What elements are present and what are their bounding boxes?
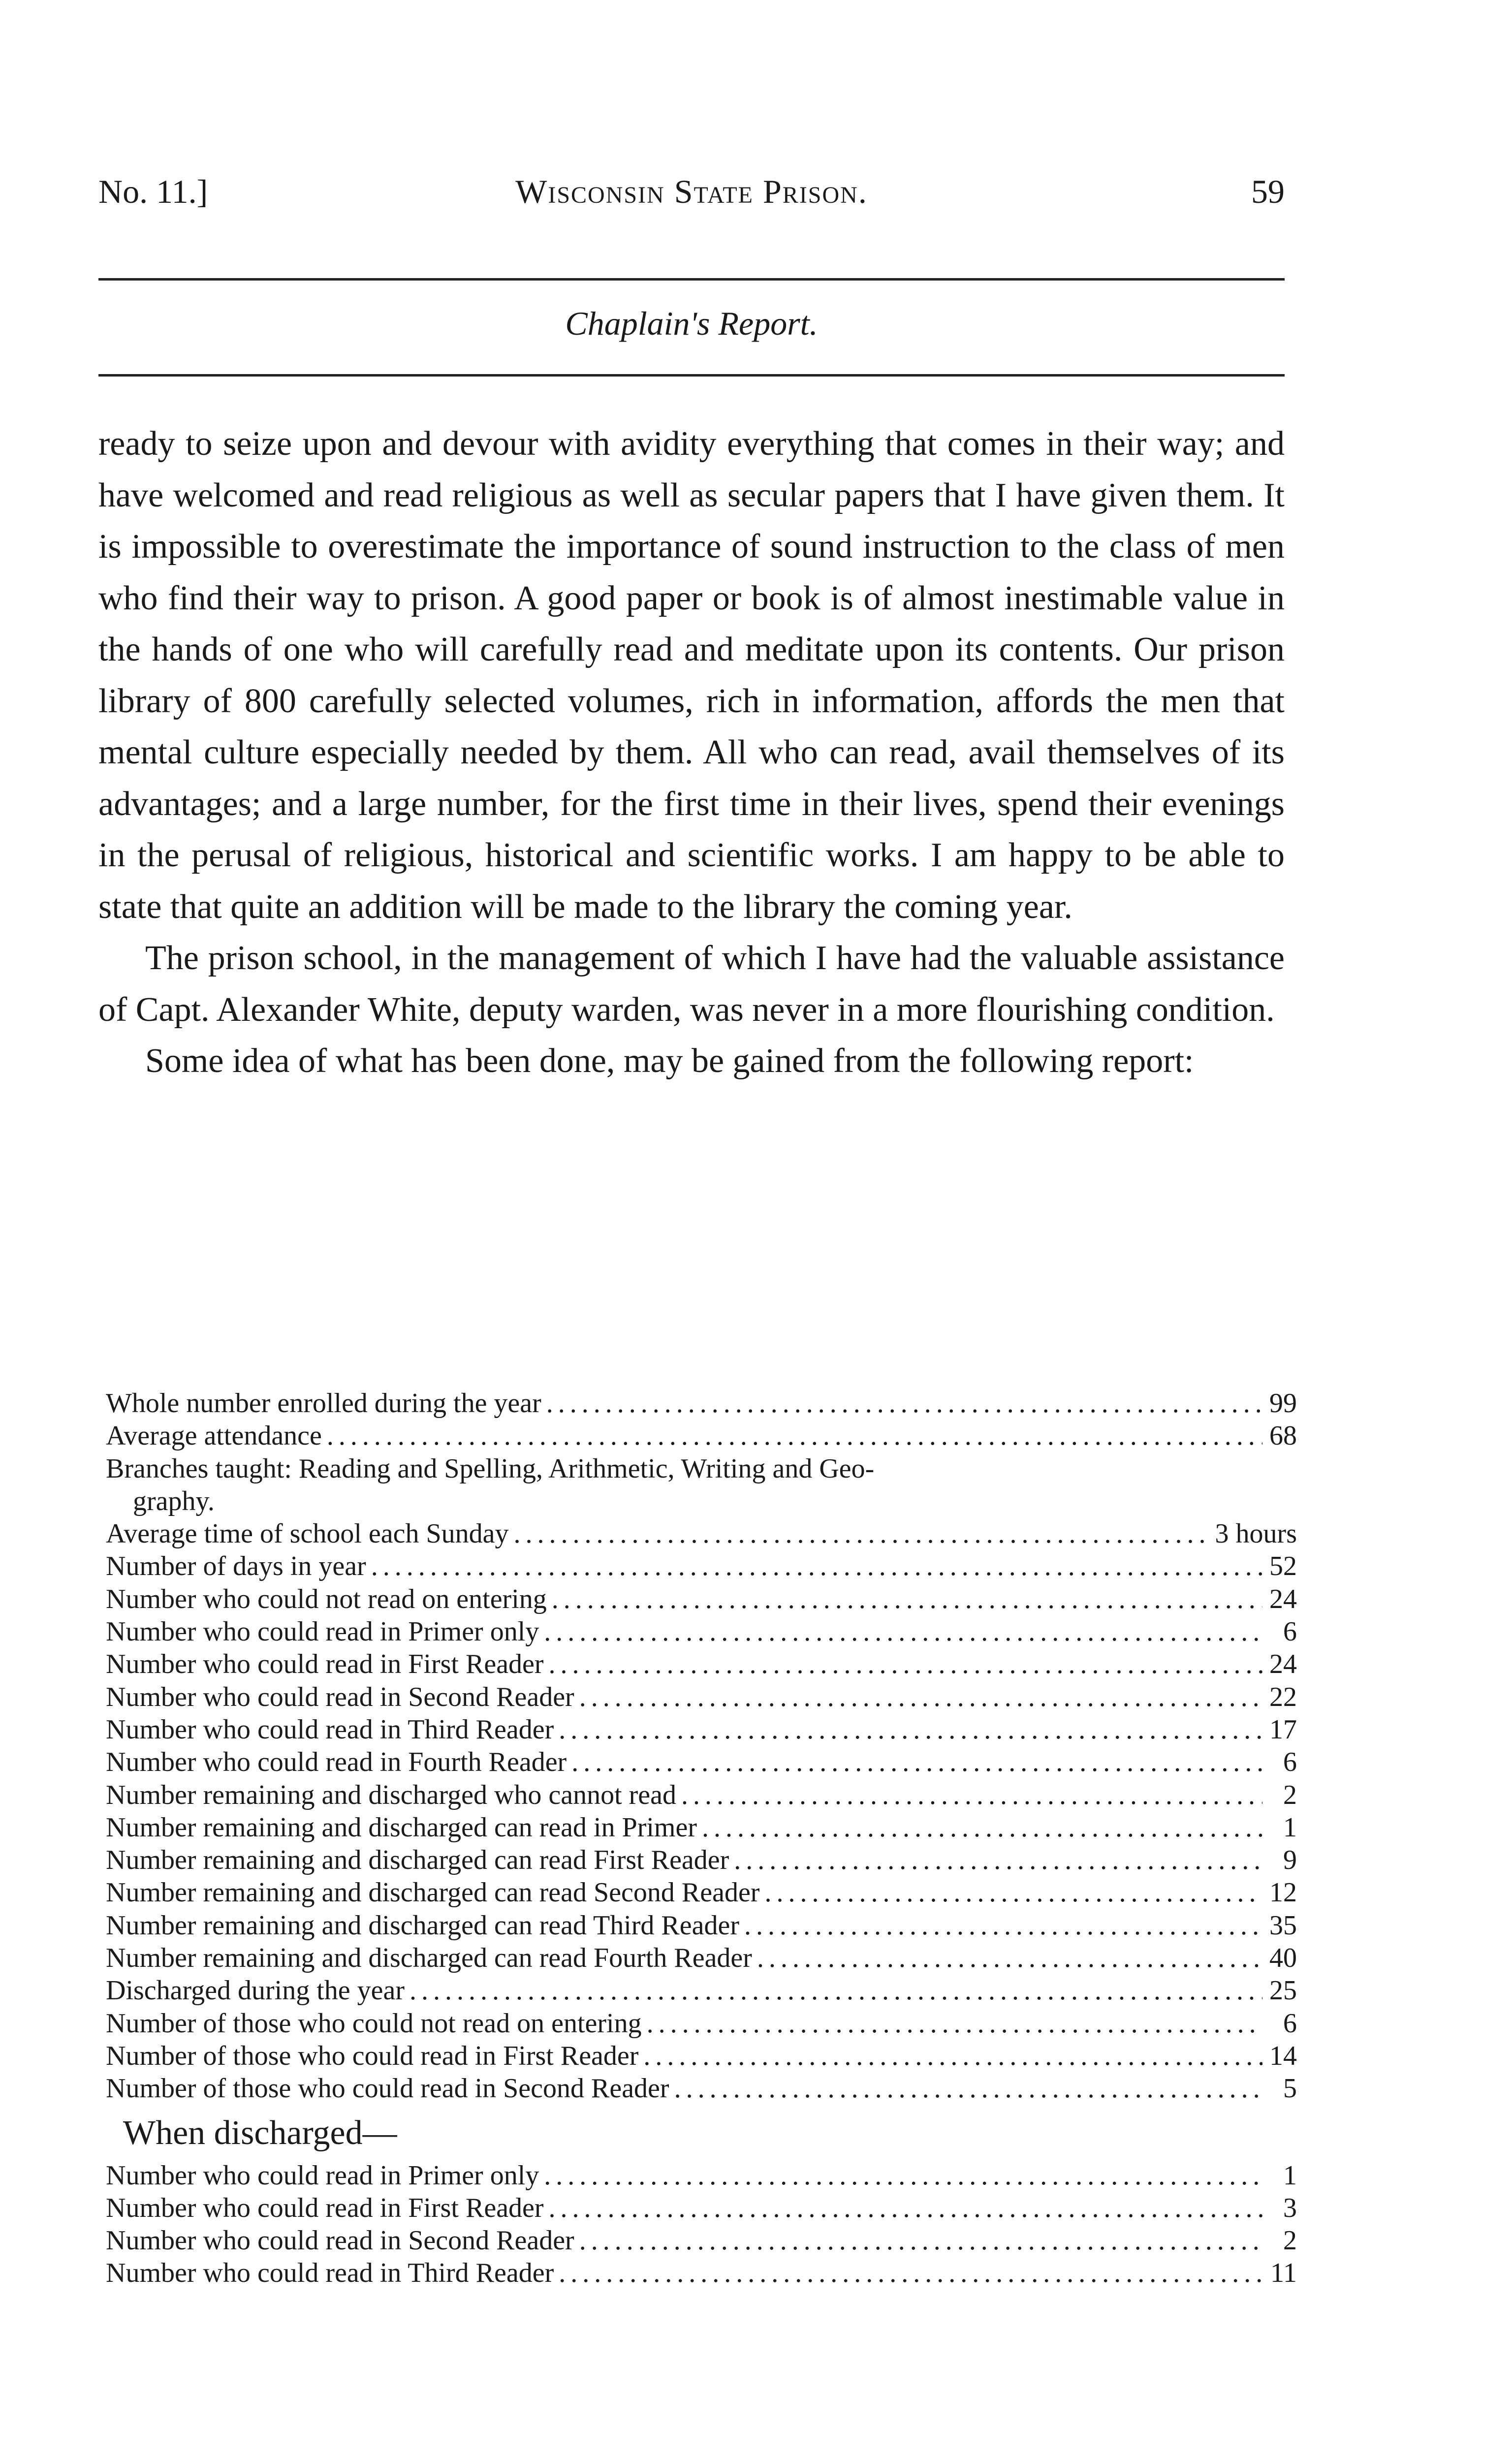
stat-row (106, 2040, 1297, 2072)
leader-dots (549, 2192, 1262, 2224)
leader-dots (734, 1844, 1262, 1876)
stat-label: Average attendance (106, 1420, 322, 1451)
leader-dots (544, 2159, 1262, 2192)
stat-row (106, 1713, 1297, 1746)
stat-label: Discharged during the year (106, 1975, 405, 2006)
stat-label: Number of those who could not read on entering (106, 2008, 642, 2039)
stat-label: Number remaining and discharged can read in Primer (106, 1812, 697, 1843)
when-discharged-heading: When discharged— (123, 2114, 397, 2152)
stat-value: 14 (1269, 2040, 1297, 2071)
stat-row (106, 1387, 1297, 1420)
stat-value: 22 (1269, 1681, 1297, 1712)
document-number: No. 11.] (98, 173, 208, 210)
stat-row (106, 1811, 1297, 1844)
discharged-stat-row (106, 2192, 1297, 2224)
stat-label: Number remaining and discharged who cannot read (106, 1779, 677, 1810)
stat-label: Number who could read in Primer only (106, 1616, 539, 1647)
discharged-stat-row (106, 2224, 1297, 2257)
stat-label: Number remaining and discharged can read Second Reader (106, 1877, 760, 1908)
stat-value: 2 (1283, 1779, 1297, 1810)
stat-value: 17 (1269, 1714, 1297, 1745)
discharged-stat-row (106, 2257, 1297, 2289)
leader-dots (559, 1713, 1262, 1746)
stat-value: 68 (1269, 1420, 1297, 1451)
leader-dots (552, 1583, 1262, 1615)
leader-dots (681, 1779, 1262, 1811)
stat-value: 40 (1269, 1943, 1297, 1974)
stat-value: 6 (1283, 1747, 1297, 1778)
stat-value: 6 (1283, 2008, 1297, 2039)
stat-row (106, 1844, 1297, 1876)
stat-row (106, 1942, 1297, 1974)
stat-value: 1 (1283, 1812, 1297, 1843)
header-rule-top (98, 278, 1285, 281)
leader-dots (757, 1942, 1262, 1974)
stat-label: Number who could read in First Reader (106, 2192, 544, 2223)
stat-value: 6 (1283, 1616, 1297, 1647)
stat-row (106, 1583, 1297, 1615)
report-body (98, 418, 1285, 1087)
stat-label: Whole number enrolled during the year (106, 1388, 541, 1419)
stat-value: 35 (1269, 1910, 1297, 1941)
leader-dots (674, 2072, 1262, 2105)
stat-row (106, 1420, 1297, 1452)
stat-value: 2 (1283, 2225, 1297, 2256)
stat-row (106, 1909, 1297, 1942)
stat-row (106, 2072, 1297, 2105)
stat-label: Number of those who could read in Second Reader (106, 2073, 669, 2104)
stat-label: Number who could read in First Reader (106, 1649, 544, 1680)
leader-dots (579, 2224, 1262, 2257)
stat-row (106, 1779, 1297, 1811)
stat-value: 52 (1269, 1551, 1297, 1582)
stat-row (106, 1974, 1297, 2007)
stat-row (106, 1681, 1297, 1713)
stat-value: 1 (1283, 2160, 1297, 2191)
discharged-stat-row (106, 2159, 1297, 2192)
leader-dots (702, 1811, 1262, 1844)
section-title: Chaplain's Report. (565, 305, 818, 342)
stat-row (106, 1648, 1297, 1680)
leader-dots (410, 1974, 1262, 2007)
stat-label: Number of days in year (106, 1551, 366, 1582)
stat-value: 3 (1283, 2192, 1297, 2223)
stat-label-continuation: graphy. (133, 1485, 215, 1516)
stat-row (106, 1746, 1297, 1778)
leader-dots (327, 1420, 1262, 1452)
page-number: 59 (1251, 173, 1285, 210)
stat-value: 12 (1269, 1877, 1297, 1908)
stat-row (106, 1517, 1297, 1550)
leader-dots (546, 1387, 1262, 1420)
stat-value: 3 hours (1215, 1518, 1297, 1549)
stat-value: 24 (1269, 1583, 1297, 1614)
paragraph-2: The prison school, in the management of which I have had the valuable assistance of Capt. Alexander White, deputy warden, was never in a more flourishing condition. (98, 939, 1285, 1029)
stat-label: Number who could not read on entering (106, 1583, 547, 1614)
leader-dots (549, 1648, 1262, 1680)
stat-value: 24 (1269, 1649, 1297, 1680)
leader-dots (571, 1746, 1262, 1778)
stat-row (106, 1876, 1297, 1909)
leader-dots (513, 1517, 1210, 1550)
stat-value: 11 (1270, 2258, 1297, 2289)
stat-value: 9 (1283, 1845, 1297, 1876)
stat-label: Number remaining and discharged can read Fourth Reader (106, 1943, 752, 1974)
header-rule-bottom (98, 374, 1285, 377)
leader-dots (544, 1615, 1262, 1648)
stat-value: 25 (1269, 1975, 1297, 2006)
school-statistics (106, 1387, 1297, 2290)
leader-dots (643, 2040, 1262, 2072)
stat-label: Number who could read in Third Reader (106, 2258, 554, 2289)
leader-dots (647, 2007, 1262, 2040)
paragraph-1: ready to seize upon and devour with avidity everything that comes in their way; and have welcomed and read religious as well as secular papers that I have given them. It is impossible to overestimate the importance of sound instruction to the class of men who find their way to prison. A good paper or book is of almost inestimable value in the hands of one who will carefully read and meditate upon its contents. Our prison library of 800 carefully selected volumes, rich in information, affords the men that mental culture especially needed by them. All who can read, avail themselves of its advantages; and a large number, for the first time in their lives, spend their evenings in the perusal of religious, historical and scientific works. I am happy to be able to state that quite an addition will be made to the library the coming year. (98, 425, 1285, 926)
stat-label: Branches taught: Reading and Spelling, Arithmetic, Writing and Geo- (106, 1453, 875, 1484)
stat-label: Number who could read in Primer only (106, 2160, 539, 2191)
stat-row-continuation (106, 1485, 1297, 1517)
leader-dots (744, 1909, 1262, 1942)
stat-row-branches (106, 1452, 1297, 1485)
stat-row (106, 1615, 1297, 1648)
stat-label: Number who could read in Fourth Reader (106, 1747, 567, 1778)
stat-label: Number remaining and discharged can read First Reader (106, 1845, 729, 1876)
stat-label: Number who could read in Second Reader (106, 2225, 574, 2256)
stat-row (106, 2007, 1297, 2040)
running-header (98, 172, 1285, 231)
paragraph-3: Some idea of what has been done, may be gained from the following report: (145, 1042, 1194, 1080)
stat-label: Average time of school each Sunday (106, 1518, 509, 1549)
stat-value: 5 (1283, 2073, 1297, 2104)
running-title: Wisconsin State Prison. (515, 173, 868, 210)
stat-label: Number who could read in Third Reader (106, 1714, 554, 1745)
stat-value: 99 (1269, 1388, 1297, 1419)
stat-label: Number who could read in Second Reader (106, 1681, 574, 1712)
leader-dots (371, 1550, 1262, 1582)
leader-dots (559, 2257, 1262, 2289)
leader-dots (579, 1681, 1262, 1713)
leader-dots (764, 1876, 1262, 1909)
stat-label: Number of those who could read in First Reader (106, 2040, 639, 2071)
stat-row (106, 1550, 1297, 1582)
stat-label: Number remaining and discharged can read Third Reader (106, 1910, 739, 1941)
